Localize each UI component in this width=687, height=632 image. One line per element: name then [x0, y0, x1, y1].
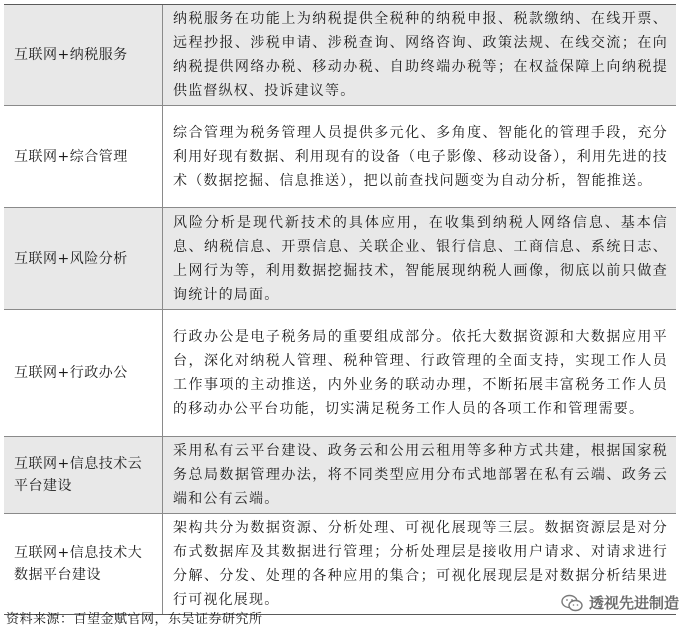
row-description: 行政办公是电子税务局的重要组成部分。依托大数据资源和大数据应用平台，深化对纳税人管理、税种管理、行政管理的全面支持，实现工作人员工作事项的主动推送，内外业务的联动办理，不断拓展丰富税务工作人员的移动办公平台功能，切实满足税务工作人员的各项工作和管理需要。 — [173, 329, 668, 417]
row-description: 架构共分为数据资源、分析处理、可视化展现等三层。数据资源层是对分布式数据库及其数据进行管理；分析处理层是接收用户请求、对请求进行分解、分发、处理的各种应用的集合；可视化展现层是对数据分析结果进行可视化展现。 — [173, 520, 668, 608]
services-table — [4, 4, 676, 615]
row-description: 采用私有云平台建设、政务云和公用云租用等多种方式共建，根据国家税务总局数据管理办法，将不同类型应用分布式地部署在私有云端、政务云端和公有云端。 — [173, 443, 668, 507]
wechat-icon — [561, 594, 583, 612]
table-row — [4, 208, 676, 310]
table-row — [4, 106, 676, 208]
row-category: 互联网+纳税服务 — [4, 5, 163, 105]
table-row — [4, 5, 676, 106]
row-category: 互联网+综合管理 — [4, 106, 163, 207]
row-description: 风险分析是现代新技术的具体应用，在收集到纳税人网络信息、基本信息、纳税信息、开票信息、关联企业、银行信息、工商信息、系统日志、上网行为等，利用数据挖掘技术，智能展现纳税人画像，彻底以前只做查询统计的局面。 — [173, 214, 668, 303]
row-category: 互联网+信息技术大数据平台建设 — [4, 514, 163, 614]
row-description: 纳税服务在功能上为纳税提供全税种的纳税申报、税款缴纳、在线开票、远程抄报、涉税申请、涉税查询、网络咨询、政策法规、在线交流；在向纳税提供网络办税、移动办税、自助终端办税等；在权益保障上向纳税提供监督纵权、投诉建议等。 — [173, 11, 668, 99]
row-category: 互联网+信息技术云平台建设 — [4, 437, 163, 513]
row-description: 综合管理为税务管理人员提供多元化、多角度、智能化的管理手段，充分利用好现有数据、利用现有的设备（电子影像、移动设备），利用先进的技术（数据挖掘、信息推送），把以前查找问题变为自动分析，智能推送。 — [173, 124, 668, 189]
watermark — [561, 592, 679, 613]
source-note: 资料来源：百望金赋官网，东吴证券研究所 — [6, 612, 263, 627]
row-category: 互联网+风险分析 — [4, 208, 163, 309]
row-category: 互联网+行政办公 — [4, 310, 163, 436]
table-row — [4, 310, 676, 437]
table-row — [4, 437, 676, 514]
watermark-text: 透视先进制造 — [588, 594, 679, 612]
